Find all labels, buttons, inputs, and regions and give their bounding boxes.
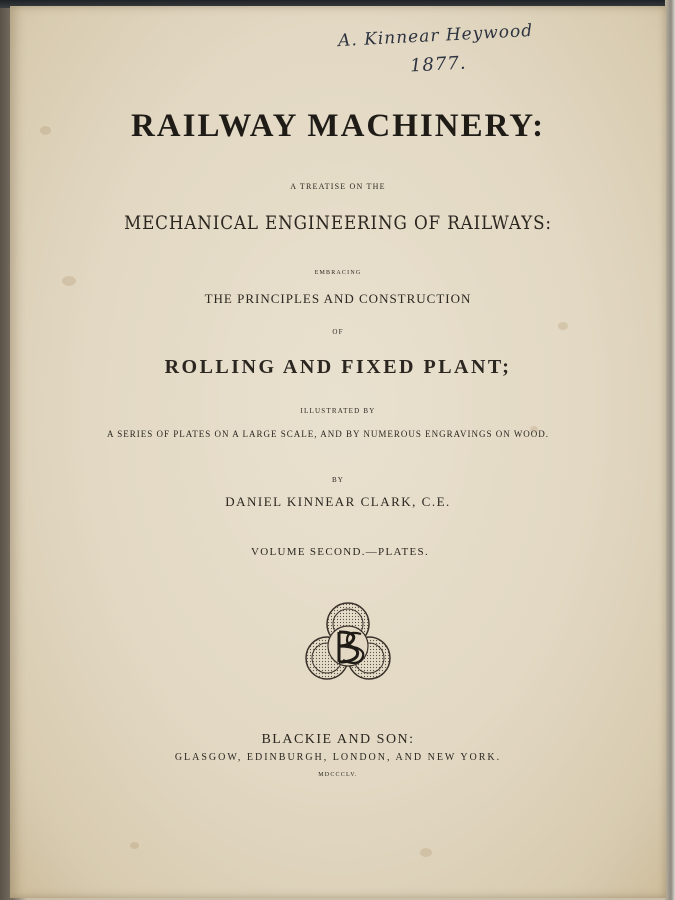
- handwritten-inscription-name: A. Kinnear Heywood: [337, 20, 534, 52]
- publisher-name: BLACKIE AND SON:: [261, 732, 415, 747]
- by-label: BY: [331, 476, 345, 484]
- principles-line: THE PRINCIPLES AND CONSTRUCTION: [204, 291, 472, 306]
- publisher-monogram-icon: [303, 600, 393, 686]
- page-title: RAILWAY MACHINERY:: [130, 108, 546, 144]
- embracing-label: EMBRACING: [314, 270, 362, 276]
- publication-date: MDCCCLV.: [318, 772, 358, 778]
- publisher-places: GLASGOW, EDINBURGH, LONDON, AND NEW YORK.: [174, 752, 502, 763]
- foxing-spot: [420, 848, 432, 857]
- subtitle: MECHANICAL ENGINEERING OF RAILWAYS:: [124, 212, 552, 234]
- author-name: DANIEL KINNEAR CLARK, C.E.: [225, 494, 451, 509]
- title-page: [10, 6, 666, 898]
- subtitle-intro: A TREATISE ON THE: [290, 182, 386, 191]
- page-stack-edge: [665, 0, 675, 900]
- volume-line: VOLUME SECOND.—PLATES.: [250, 546, 430, 558]
- of-label: OF: [332, 328, 344, 336]
- illustrated-label: ILLUSTRATED BY: [300, 407, 376, 415]
- series-line: A SERIES OF PLATES ON A LARGE SCALE, AND BY NUMEROUS ENGRAVINGS ON WOOD.: [106, 429, 550, 439]
- foxing-spot: [62, 276, 76, 286]
- handwritten-inscription-year: 1877.: [409, 52, 468, 77]
- plant-heading: ROLLING AND FIXED PLANT;: [164, 356, 512, 378]
- foxing-spot: [130, 842, 139, 849]
